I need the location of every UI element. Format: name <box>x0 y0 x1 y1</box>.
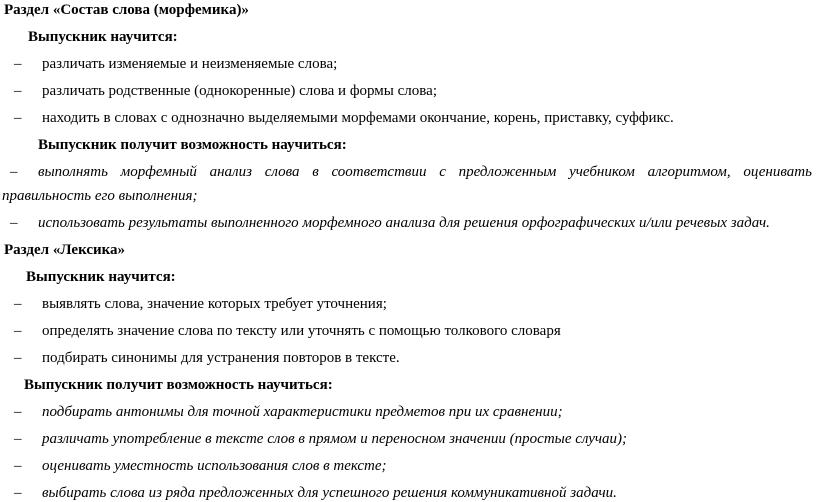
bullet-dash: – <box>14 296 22 312</box>
list-item: выявлять слова, значение которых требует уточнения; <box>42 296 387 312</box>
opportunity-item: различать употребление в тексте слов в прямом и переносном значении (простые случаи); <box>42 431 628 447</box>
opportunity-item: подбирать антонимы для точной характеристики предметов при их сравнении; <box>42 404 563 420</box>
word: в <box>312 164 319 180</box>
bullet-dash: – <box>14 404 22 420</box>
word: слова <box>264 164 300 180</box>
opportunity-item: выбирать слова из ряда предложенных для успешного решения коммуникативной задачи. <box>42 485 617 501</box>
opportunity-item: оценивать уместность использования слов в тексте; <box>42 458 387 474</box>
word: выполнять <box>38 164 108 180</box>
bullet-dash: – <box>10 215 18 231</box>
list-item: находить в словах с однозначно выделяемыми морфемами окончание, корень, приставку, суффикс. <box>42 110 674 126</box>
bullet-dash: – <box>14 110 22 126</box>
bullet-dash: – <box>14 323 22 339</box>
bullet-dash: – <box>14 56 22 72</box>
word: оценивать <box>743 164 812 180</box>
section-title-morphemics: Раздел «Состав слова (морфемика)» <box>4 2 249 18</box>
bullet-dash: – <box>10 164 18 180</box>
word: предложенным <box>458 164 557 180</box>
opportunity-item: использовать результаты выполненного морфемного анализа для решения орфографических и/или речевых задач. <box>38 215 770 231</box>
word: морфемный <box>120 164 197 180</box>
opportunity-heading: Выпускник получит возможность научиться: <box>24 377 333 393</box>
section-title-lexics: Раздел «Лексика» <box>4 242 126 258</box>
word: алгоритмом, <box>647 164 731 180</box>
bullet-dash: – <box>14 83 22 99</box>
bullet-dash: – <box>14 458 22 474</box>
word: анализ <box>209 164 252 180</box>
word: учебником <box>569 164 635 180</box>
list-item: определять значение слова по тексту или уточнять с помощью толкового словаря <box>42 323 561 339</box>
learn-heading: Выпускник научится: <box>28 29 178 45</box>
word: соответствии <box>331 164 427 180</box>
learn-heading: Выпускник научится: <box>26 269 176 285</box>
opportunity-item-continuation: правильность его выполнения; <box>2 188 198 204</box>
opportunity-heading: Выпускник получит возможность научиться: <box>38 137 347 153</box>
opportunity-item-justified <box>38 163 812 181</box>
bullet-dash: – <box>14 431 22 447</box>
bullet-dash: – <box>14 485 22 501</box>
list-item: различать родственные (однокоренные) слова и формы слова; <box>42 83 437 99</box>
bullet-dash: – <box>14 350 22 366</box>
list-item: подбирать синонимы для устранения повторов в тексте. <box>42 350 400 366</box>
word: с <box>439 164 446 180</box>
list-item: различать изменяемые и неизменяемые слова; <box>42 56 338 72</box>
